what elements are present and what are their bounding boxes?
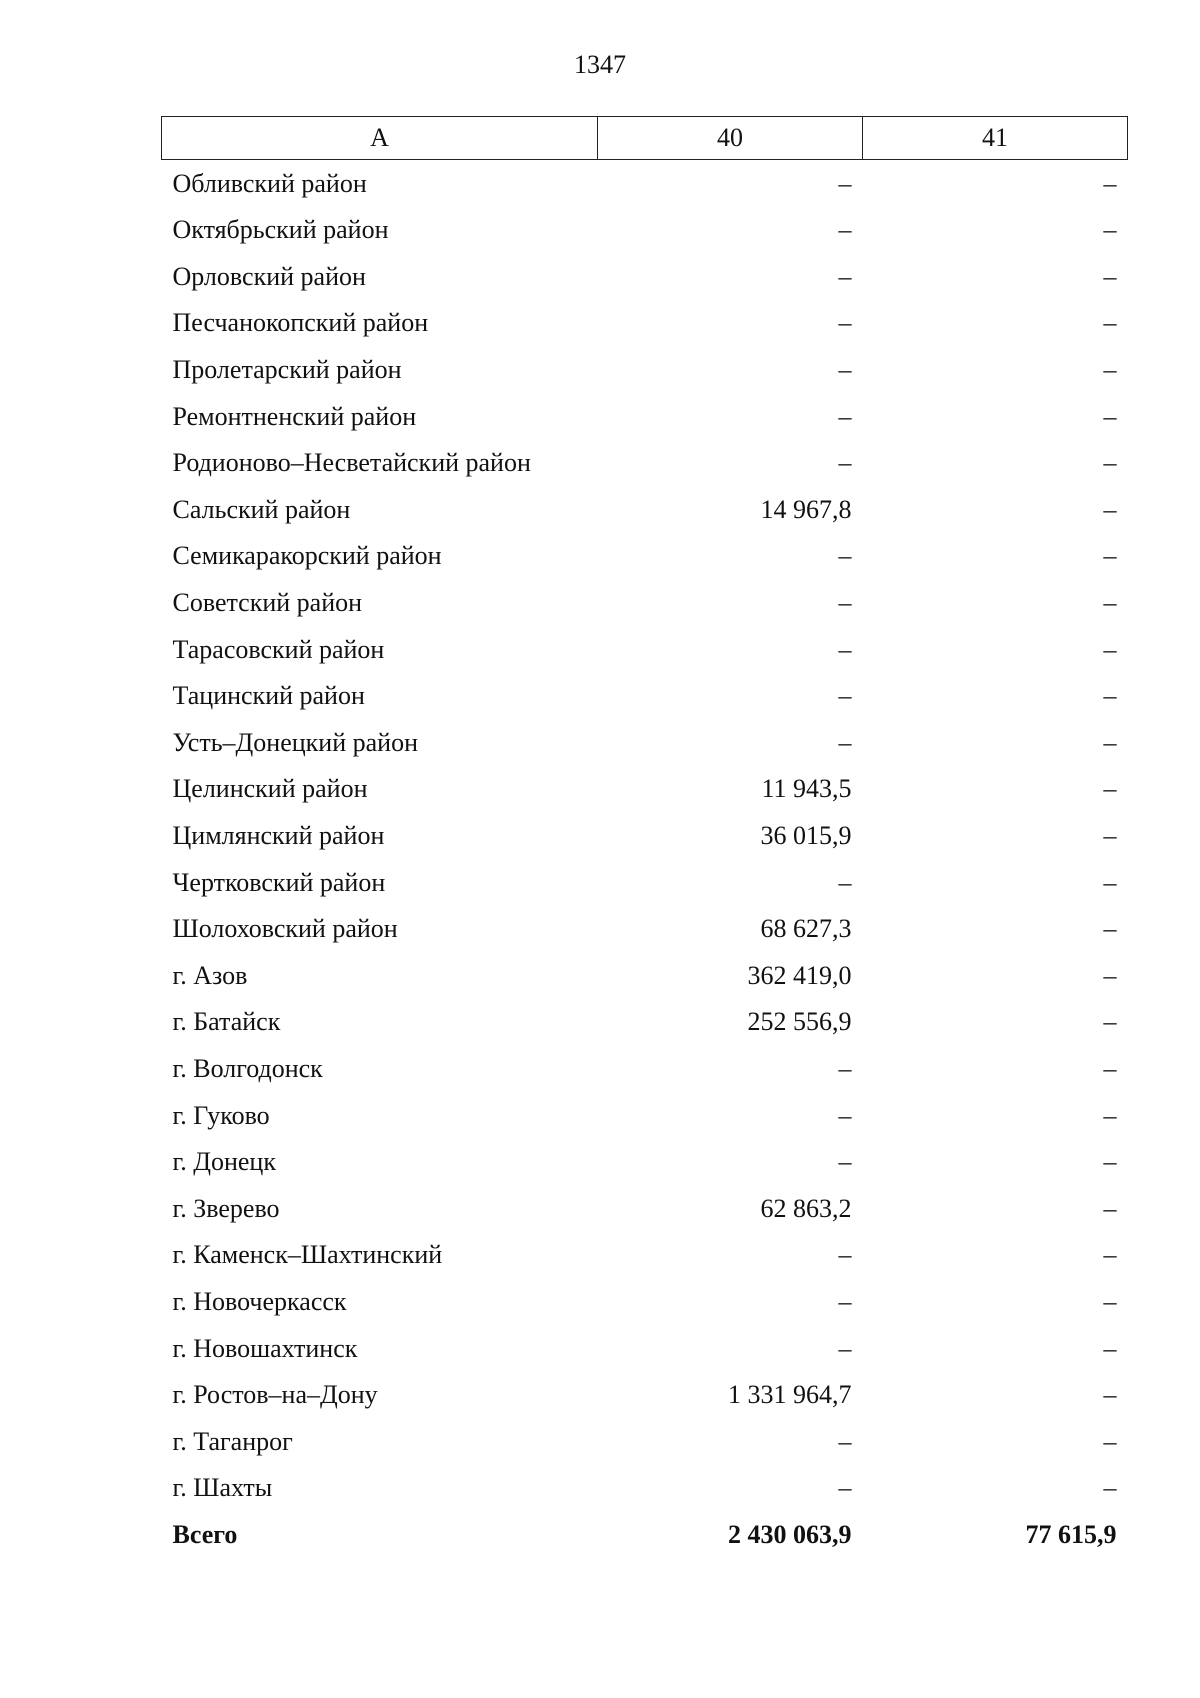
row-value-col-41: – xyxy=(1103,401,1117,431)
row-value-col-41: – xyxy=(1103,1053,1117,1083)
table-row xyxy=(162,953,1128,1000)
table-row xyxy=(162,906,1128,953)
row-value-col-41: – xyxy=(1103,774,1117,804)
table-row xyxy=(162,1279,1128,1326)
table-row xyxy=(162,766,1128,813)
row-value-col-41: – xyxy=(1103,588,1117,618)
header-row xyxy=(162,117,1128,160)
row-value-col-40: – xyxy=(838,1426,852,1456)
table-row xyxy=(162,813,1128,860)
row-name: г. Гуково xyxy=(172,1100,270,1130)
row-name: г. Ростов–на–Дону xyxy=(172,1380,378,1410)
total-col-41: 77 615,9 xyxy=(1025,1519,1117,1549)
total-label: Всего xyxy=(172,1519,238,1549)
row-name: г. Батайск xyxy=(172,1007,281,1037)
row-name: г. Донецк xyxy=(172,1147,276,1177)
row-name: Сальский район xyxy=(172,494,351,524)
row-value-col-41: – xyxy=(1103,308,1117,338)
row-value-col-41: – xyxy=(1103,1100,1117,1130)
row-name: Обливский район xyxy=(172,168,367,198)
page-number: 1347 xyxy=(574,50,626,79)
row-value-col-40: 62 863,2 xyxy=(760,1193,852,1223)
header-col-40: 40 xyxy=(598,117,863,160)
row-value-col-41: – xyxy=(1103,634,1117,664)
table-row xyxy=(162,1418,1128,1465)
total-row xyxy=(162,1512,1128,1559)
row-value-col-41: – xyxy=(1103,541,1117,571)
row-name: Чертковский район xyxy=(172,867,386,897)
row-value-col-40: 14 967,8 xyxy=(760,494,852,524)
row-value-col-41: – xyxy=(1103,215,1117,245)
row-value-col-41: – xyxy=(1103,168,1117,198)
table-row xyxy=(162,1046,1128,1093)
table-row xyxy=(162,720,1128,767)
row-value-col-41: – xyxy=(1103,448,1117,478)
table-header xyxy=(162,117,1128,160)
row-value-col-40: – xyxy=(838,634,852,664)
row-value-col-40: 11 943,5 xyxy=(761,774,852,804)
table-row xyxy=(162,580,1128,627)
row-value-col-41: – xyxy=(1103,960,1117,990)
row-name: Ремонтненский район xyxy=(172,401,417,431)
row-name: г. Таганрог xyxy=(172,1426,293,1456)
row-value-col-40: – xyxy=(838,1473,852,1503)
table-row xyxy=(162,393,1128,440)
row-value-col-40: 252 556,9 xyxy=(747,1007,852,1037)
row-value-col-40: – xyxy=(838,401,852,431)
row-name: г. Новошахтинск xyxy=(172,1333,358,1363)
row-value-col-40: 1 331 964,7 xyxy=(728,1380,852,1410)
row-name: Советский район xyxy=(172,588,363,618)
row-value-col-40: – xyxy=(838,1333,852,1363)
row-value-col-40: – xyxy=(838,448,852,478)
header-col-a: А xyxy=(162,117,598,160)
row-name: Шолоховский район xyxy=(172,914,398,944)
table-row xyxy=(162,487,1128,534)
table-row xyxy=(162,1372,1128,1419)
row-name: Семикаракорский район xyxy=(172,541,442,571)
table-row xyxy=(162,440,1128,487)
row-value-col-40: – xyxy=(838,308,852,338)
table-row xyxy=(162,673,1128,720)
row-value-col-40: – xyxy=(838,1053,852,1083)
row-value-col-40: – xyxy=(838,681,852,711)
row-value-col-41: – xyxy=(1103,1473,1117,1503)
table-row xyxy=(162,1092,1128,1139)
row-value-col-40: 36 015,9 xyxy=(760,821,852,851)
row-name: Октябрьский район xyxy=(172,215,389,245)
row-value-col-41: – xyxy=(1103,681,1117,711)
row-name: г. Зверево xyxy=(172,1193,280,1223)
row-name: Родионово–Несветайский район xyxy=(172,448,531,478)
row-name: Целинский район xyxy=(172,774,368,804)
row-name: Орловский район xyxy=(172,261,366,291)
row-name: Тарасовский район xyxy=(172,634,385,664)
total-col-40: 2 430 063,9 xyxy=(728,1519,852,1549)
table-row xyxy=(162,254,1128,301)
row-name: г. Каменск–Шахтинский xyxy=(172,1240,443,1270)
table-row xyxy=(162,300,1128,347)
row-value-col-40: – xyxy=(838,1286,852,1316)
row-value-col-41: – xyxy=(1103,1286,1117,1316)
table-row xyxy=(162,1325,1128,1372)
row-value-col-40: – xyxy=(838,867,852,897)
row-name: Усть–Донецкий район xyxy=(172,727,418,757)
row-value-col-41: – xyxy=(1103,867,1117,897)
table-row xyxy=(162,1185,1128,1232)
row-value-col-40: – xyxy=(838,1147,852,1177)
table-row xyxy=(162,1465,1128,1512)
row-value-col-41: – xyxy=(1103,1426,1117,1456)
row-value-col-40: 68 627,3 xyxy=(760,914,852,944)
row-value-col-40: – xyxy=(838,1240,852,1270)
row-name: Цимлянский район xyxy=(172,821,385,851)
table-row xyxy=(162,207,1128,254)
row-name: г. Волгодонск xyxy=(172,1053,323,1083)
row-value-col-40: – xyxy=(838,588,852,618)
table-row xyxy=(162,160,1128,208)
row-value-col-40: – xyxy=(838,727,852,757)
row-value-col-41: – xyxy=(1103,261,1117,291)
table-body xyxy=(162,160,1128,1512)
row-value-col-41: – xyxy=(1103,494,1117,524)
table-row xyxy=(162,1232,1128,1279)
table-row xyxy=(162,859,1128,906)
row-value-col-41: – xyxy=(1103,821,1117,851)
row-value-col-41: – xyxy=(1103,727,1117,757)
row-value-col-41: – xyxy=(1103,1380,1117,1410)
row-name: г. Азов xyxy=(172,960,248,990)
row-name: г. Шахты xyxy=(172,1473,273,1503)
data-table xyxy=(161,116,1128,1558)
row-value-col-41: – xyxy=(1103,1007,1117,1037)
row-value-col-40: 362 419,0 xyxy=(747,960,852,990)
row-value-col-41: – xyxy=(1103,1333,1117,1363)
row-value-col-40: – xyxy=(838,215,852,245)
row-value-col-40: – xyxy=(838,1100,852,1130)
row-value-col-40: – xyxy=(838,355,852,385)
row-value-col-40: – xyxy=(838,168,852,198)
row-value-col-41: – xyxy=(1103,355,1117,385)
table-footer xyxy=(162,1512,1128,1559)
row-name: Пролетарский район xyxy=(172,355,402,385)
row-value-col-41: – xyxy=(1103,1193,1117,1223)
table-row xyxy=(162,999,1128,1046)
header-col-41: 41 xyxy=(863,117,1128,160)
row-value-col-40: – xyxy=(838,541,852,571)
table-row xyxy=(162,1139,1128,1186)
row-value-col-41: – xyxy=(1103,1240,1117,1270)
row-name: Тацинский район xyxy=(172,681,365,711)
row-value-col-41: – xyxy=(1103,914,1117,944)
table-row xyxy=(162,533,1128,580)
table-row xyxy=(162,347,1128,394)
table-row xyxy=(162,626,1128,673)
row-name: Песчанокопский район xyxy=(172,308,429,338)
row-value-col-41: – xyxy=(1103,1147,1117,1177)
row-name: г. Новочеркасск xyxy=(172,1286,347,1316)
row-value-col-40: – xyxy=(838,261,852,291)
